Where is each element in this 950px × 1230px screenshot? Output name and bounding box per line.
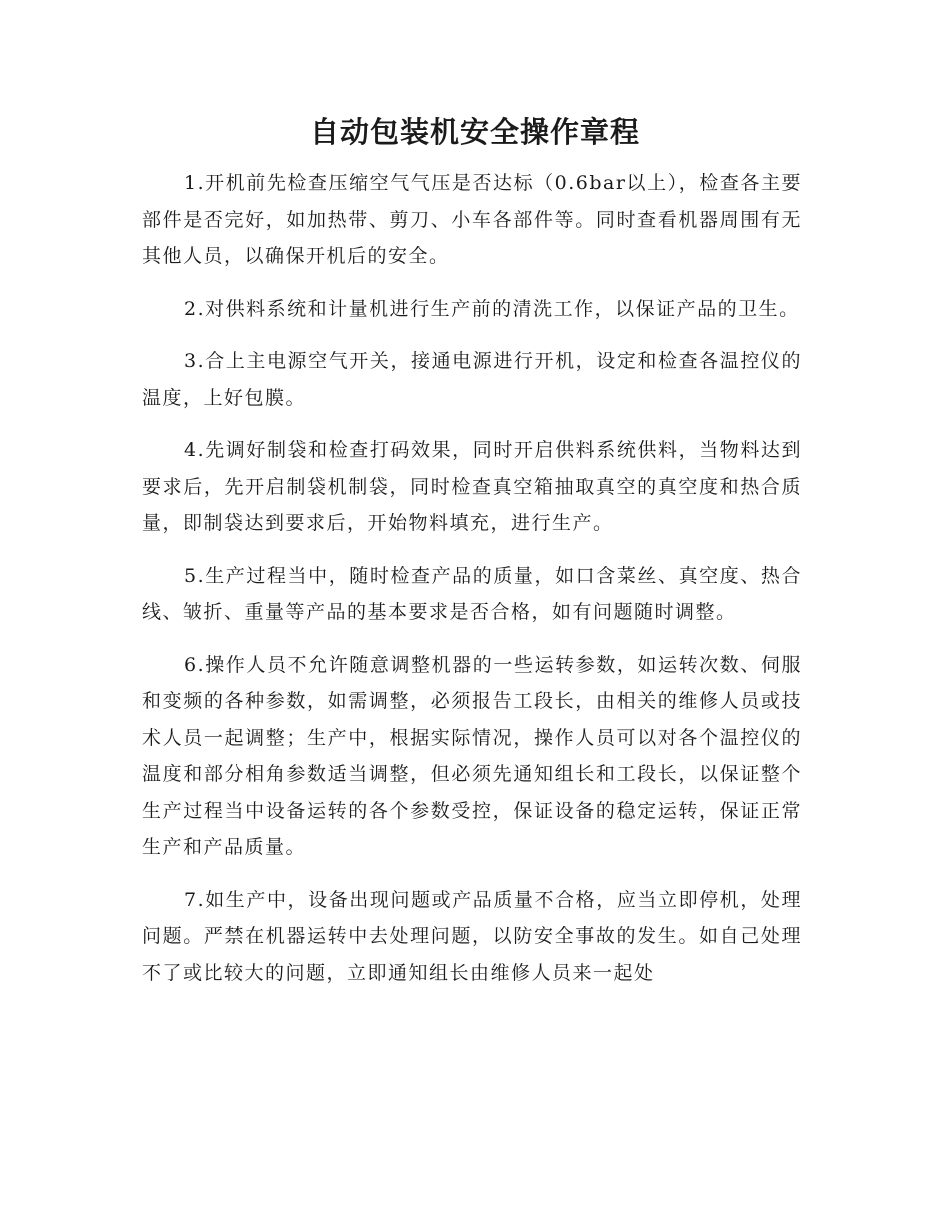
paragraph-4: 4.先调好制袋和检查打码效果，同时开启供料系统供料，当物料达到要求后，先开启制袋机制袋，同时检查真空箱抽取真空的真空度和热合质量，即制袋达到要求后，开始物料填充，进行生产。 (142, 439, 802, 534)
paragraph-6: 6.操作人员不允许随意调整机器的一些运转参数，如运转次数、伺服和变频的各种参数，如需调整，必须报告工段长，由相关的维修人员或技术人员一起调整；生产中，根据实际情况，操作人员可以对各个温控仪的温度和部分相角参数适当调整，但必须先通知组长和工段长，以保证整个生产过程当中设备运转的各个参数受控，保证设备的稳定运转，保证正常生产和产品质量。 (142, 653, 802, 858)
paragraph-2: 2.对供料系统和计量机进行生产前的清洗工作，以保证产品的卫生。 (184, 297, 800, 320)
paragraph-7: 7.如生产中，设备出现问题或产品质量不合格，应当立即停机，处理问题。严禁在机器运转中去处理问题，以防安全事故的发生。如自己处理不了或比较大的问题，立即通知组长由维修人员来一起处 (142, 888, 802, 984)
paragraph-5: 5.生产过程当中，随时检查产品的质量，如口含菜丝、真空度、热合线、皱折、重量等产品的基本要求是否合格，如有问题随时调整。 (142, 564, 802, 623)
paragraph-1: 1.开机前先检查压缩空气气压是否达标（0.6bar以上），检查各主要部件是否完好，如加热带、剪刀、小车各部件等。同时查看机器周围有无其他人员，以确保开机后的安全。 (142, 172, 802, 267)
paragraph-3: 3.合上主电源空气开关，接通电源进行开机，设定和检查各温控仪的温度，上好包膜。 (142, 350, 802, 409)
document-body (142, 165, 802, 1007)
document-title: 自动包装机安全操作章程 (309, 115, 640, 149)
